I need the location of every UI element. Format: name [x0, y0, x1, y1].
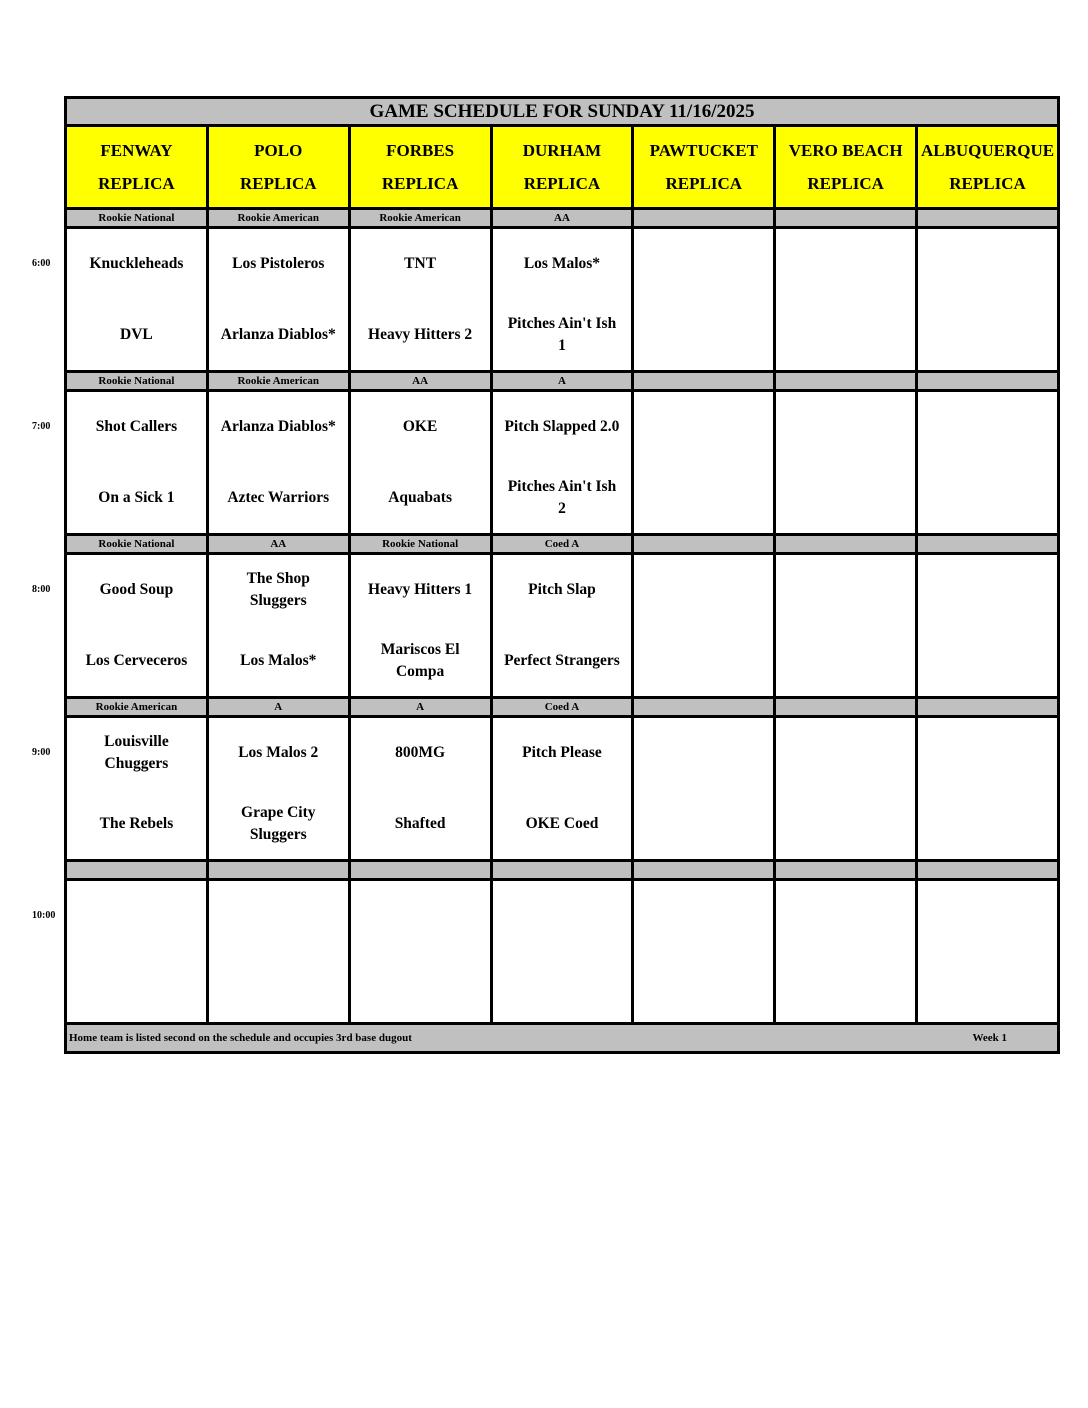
home-team: On a Sick 1 — [98, 488, 175, 506]
division-label: AA — [491, 209, 633, 228]
home-team — [67, 952, 206, 1023]
division-label — [917, 372, 1059, 391]
home-team: Aztec Warriors — [227, 488, 330, 506]
home-team — [351, 952, 490, 1023]
away-team: The Shop Sluggers — [246, 570, 310, 610]
away-team: Pitch Slapped 2.0 — [504, 418, 620, 436]
game-row — [66, 391, 1059, 535]
home-team: Pitches Ain't Ish 1 — [507, 314, 617, 354]
game-cell — [349, 880, 491, 1024]
field-header — [491, 126, 633, 209]
division-label: Rookie American — [207, 209, 349, 228]
division-label: A — [349, 698, 491, 717]
home-team — [634, 789, 773, 860]
game-cell — [66, 717, 208, 861]
field-header-row — [66, 126, 1059, 209]
home-team — [634, 463, 773, 534]
field-name: POLO — [254, 141, 303, 160]
field-header — [66, 126, 208, 209]
field-header — [207, 126, 349, 209]
division-label: Rookie National — [66, 209, 208, 228]
game-row — [66, 717, 1059, 861]
field-name: FENWAY — [100, 141, 173, 160]
game-cell — [349, 391, 491, 535]
game-cell — [633, 880, 775, 1024]
game-cell — [349, 717, 491, 861]
away-team: Los Pistoleros — [232, 255, 325, 273]
time-label: 8:00 — [32, 583, 51, 595]
home-team: DVL — [120, 325, 153, 343]
game-cell — [775, 717, 917, 861]
away-team: Good Soup — [99, 581, 174, 599]
home-team — [634, 626, 773, 697]
game-cell — [491, 228, 633, 372]
time-label: 7:00 — [32, 420, 51, 432]
away-team — [776, 881, 915, 952]
away-team — [776, 392, 915, 463]
field-header — [349, 126, 491, 209]
game-cell — [917, 880, 1059, 1024]
division-label — [917, 535, 1059, 554]
home-team — [634, 300, 773, 371]
field-subtitle: REPLICA — [98, 174, 175, 193]
division-label — [633, 209, 775, 228]
week-label: Week 1 — [972, 1032, 1007, 1044]
away-team — [918, 392, 1057, 463]
away-team: Los Malos* — [523, 255, 601, 273]
time-label: 10:00 — [32, 909, 56, 921]
division-label — [633, 535, 775, 554]
away-team — [776, 555, 915, 626]
division-label — [775, 535, 917, 554]
away-team — [209, 881, 348, 952]
field-subtitle: REPLICA — [665, 174, 743, 193]
division-label: Rookie National — [66, 535, 208, 554]
game-cell — [66, 391, 208, 535]
division-label — [775, 372, 917, 391]
field-subtitle: REPLICA — [523, 174, 601, 193]
away-team: TNT — [404, 255, 437, 273]
home-team — [776, 626, 915, 697]
away-team — [776, 718, 915, 789]
away-team — [918, 881, 1057, 952]
field-header — [633, 126, 775, 209]
division-label: AA — [349, 372, 491, 391]
division-label — [633, 372, 775, 391]
division-row — [66, 209, 1059, 228]
home-team: Los Cerveceros — [85, 651, 188, 669]
division-label — [775, 209, 917, 228]
away-team: Pitch Please — [522, 744, 602, 762]
away-team: Arlanza Diablos* — [220, 418, 336, 436]
game-cell — [633, 228, 775, 372]
home-team: Perfect Strangers — [504, 651, 620, 669]
home-team: Pitches Ain't Ish 2 — [507, 477, 617, 517]
home-team — [918, 300, 1057, 371]
away-team: 800MG — [395, 744, 446, 762]
division-label — [917, 209, 1059, 228]
field-subtitle: REPLICA — [949, 174, 1026, 193]
division-label — [775, 698, 917, 717]
away-team — [634, 392, 773, 463]
away-team — [634, 881, 773, 952]
game-cell — [775, 228, 917, 372]
game-cell — [66, 228, 208, 372]
home-team — [776, 789, 915, 860]
division-label — [633, 861, 775, 880]
division-label — [207, 861, 349, 880]
footer-row — [66, 1024, 1059, 1053]
game-cell — [491, 717, 633, 861]
schedule-table — [64, 96, 1060, 1054]
game-cell — [491, 554, 633, 698]
away-team: Pitch Slap — [528, 581, 596, 599]
division-label: A — [207, 698, 349, 717]
game-cell — [775, 554, 917, 698]
footer-cell — [66, 1024, 1059, 1053]
away-team — [918, 555, 1057, 626]
time-label: 9:00 — [32, 746, 51, 758]
game-cell — [207, 554, 349, 698]
home-team — [493, 952, 632, 1023]
away-team — [493, 881, 632, 952]
division-row — [66, 698, 1059, 717]
game-row — [66, 554, 1059, 698]
division-label: AA — [207, 535, 349, 554]
game-cell — [66, 880, 208, 1024]
schedule-title: GAME SCHEDULE FOR SUNDAY 11/16/2025 — [66, 98, 1059, 126]
home-team — [918, 789, 1057, 860]
division-label: Rookie National — [66, 372, 208, 391]
field-name: VERO BEACH — [788, 141, 903, 160]
home-team: The Rebels — [99, 814, 174, 832]
game-cell — [207, 880, 349, 1024]
division-row — [66, 535, 1059, 554]
away-team — [351, 881, 490, 952]
away-team: Louisville Chuggers — [104, 733, 169, 773]
game-cell — [349, 228, 491, 372]
division-row — [66, 372, 1059, 391]
game-row — [66, 880, 1059, 1024]
away-team: Knuckleheads — [89, 255, 184, 273]
away-team: Heavy Hitters 1 — [368, 581, 473, 599]
game-cell — [207, 717, 349, 861]
game-cell — [491, 391, 633, 535]
away-team — [776, 229, 915, 300]
game-cell — [633, 717, 775, 861]
game-cell — [775, 391, 917, 535]
division-label: Coed A — [491, 698, 633, 717]
home-team — [918, 952, 1057, 1023]
division-label — [775, 861, 917, 880]
game-cell — [207, 228, 349, 372]
game-cell — [917, 391, 1059, 535]
division-label — [66, 861, 208, 880]
field-subtitle: REPLICA — [381, 174, 459, 193]
away-team — [67, 881, 206, 952]
away-team: OKE — [402, 418, 438, 436]
home-team — [776, 463, 915, 534]
home-team: Los Malos* — [240, 651, 317, 669]
division-label — [917, 861, 1059, 880]
away-team: Los Malos 2 — [238, 744, 319, 762]
game-cell — [207, 391, 349, 535]
game-cell — [633, 554, 775, 698]
away-team — [918, 718, 1057, 789]
field-name: ALBUQUERQUE — [920, 141, 1055, 160]
home-team — [634, 952, 773, 1023]
home-team: OKE Coed — [525, 814, 599, 832]
division-label — [633, 698, 775, 717]
division-label: Rookie National — [349, 535, 491, 554]
away-team — [634, 229, 773, 300]
time-label: 6:00 — [32, 257, 51, 269]
game-cell — [775, 880, 917, 1024]
home-team: Shafted — [394, 814, 446, 832]
game-cell — [633, 391, 775, 535]
away-team: Shot Callers — [95, 418, 178, 436]
division-label — [917, 698, 1059, 717]
home-team — [776, 952, 915, 1023]
home-team — [918, 463, 1057, 534]
division-label: Coed A — [491, 535, 633, 554]
division-label — [491, 861, 633, 880]
home-team — [918, 626, 1057, 697]
home-team: Heavy Hitters 2 — [368, 325, 473, 343]
field-subtitle: REPLICA — [807, 174, 884, 193]
away-team — [634, 718, 773, 789]
title-row — [66, 98, 1059, 126]
home-team — [776, 300, 915, 371]
field-name: FORBES — [386, 141, 455, 160]
game-cell — [349, 554, 491, 698]
away-team — [634, 555, 773, 626]
game-cell — [917, 554, 1059, 698]
footer-note: Home team is listed second on the schedule and occupies 3rd base dugout — [69, 1032, 412, 1044]
game-cell — [66, 554, 208, 698]
division-label: Rookie American — [207, 372, 349, 391]
division-label — [349, 861, 491, 880]
division-row — [66, 861, 1059, 880]
home-team: Arlanza Diablos* — [220, 325, 336, 343]
game-cell — [491, 880, 633, 1024]
away-team — [918, 229, 1057, 300]
field-name: DURHAM — [522, 141, 602, 160]
game-cell — [917, 717, 1059, 861]
field-header — [917, 126, 1059, 209]
home-team: Grape City Sluggers — [241, 803, 316, 843]
field-header — [775, 126, 917, 209]
game-cell — [917, 228, 1059, 372]
division-label: Rookie American — [66, 698, 208, 717]
field-subtitle: REPLICA — [240, 174, 317, 193]
division-label: A — [491, 372, 633, 391]
home-team — [209, 952, 348, 1023]
home-team: Mariscos El Compa — [380, 640, 460, 680]
division-label: Rookie American — [349, 209, 491, 228]
game-row — [66, 228, 1059, 372]
field-name: PAWTUCKET — [649, 141, 758, 160]
home-team: Aquabats — [388, 488, 452, 506]
